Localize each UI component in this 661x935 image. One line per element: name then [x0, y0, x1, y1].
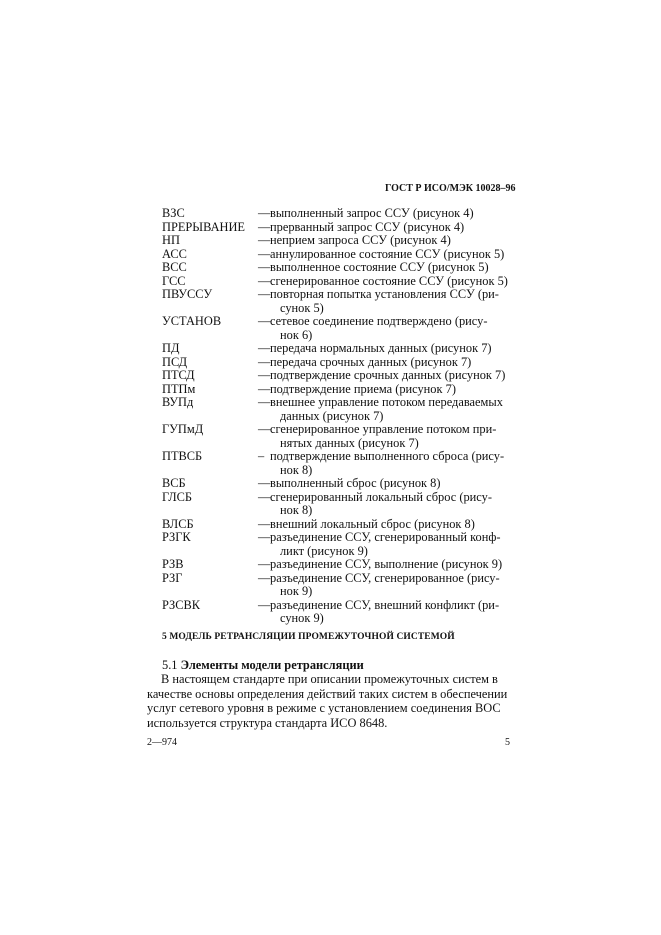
abbreviation-description	[270, 383, 517, 397]
paragraph-line: используется структура стандарта ИСО 8648.	[147, 715, 388, 730]
abbreviation-row	[162, 248, 517, 262]
abbreviation-code: ВСБ	[162, 476, 186, 490]
abbreviation-list	[162, 207, 517, 626]
abbreviation-dash: —	[258, 354, 271, 369]
abbreviation-row	[162, 383, 517, 397]
abbreviation-dash: —	[258, 246, 271, 261]
abbreviation-code: ПТПм	[162, 381, 196, 396]
subsection-number: 5.1	[162, 658, 178, 672]
abbreviation-row	[162, 342, 517, 356]
subsection-heading	[162, 658, 364, 673]
abbreviation-code: РЗГК	[162, 530, 191, 544]
description-line: прерванный запрос ССУ (рисунок 4)	[270, 219, 465, 234]
footer-signature: 2—974	[147, 737, 177, 748]
description-line: сунок 5)	[280, 300, 324, 315]
abbreviation-code: ПВУССУ	[162, 287, 213, 301]
abbreviation-dash: —	[258, 489, 271, 504]
body-paragraph	[147, 672, 517, 730]
abbreviation-dash: —	[258, 516, 271, 531]
description-line: подтверждение выполненного сброса (рису-	[270, 449, 505, 463]
abbreviation-row	[162, 288, 517, 315]
abbreviation-description	[270, 261, 517, 275]
description-line: нок 6)	[280, 327, 313, 342]
abbreviation-description	[270, 275, 517, 289]
description-line: нок 9)	[280, 584, 313, 598]
abbreviation-description	[270, 572, 517, 599]
description-line: разъединение ССУ, сгенерированный конф-	[270, 530, 501, 544]
abbreviation-description	[270, 599, 517, 626]
abbreviation-dash: —	[258, 233, 271, 247]
description-line: внешний локальный сброс (рисунок 8)	[270, 516, 475, 531]
abbreviation-dash: —	[258, 570, 271, 585]
abbreviation-dash: —	[258, 219, 271, 234]
subsection-title: Элементы модели ретрансляции	[180, 658, 364, 672]
description-line: данных (рисунок 7)	[280, 408, 384, 423]
abbreviation-dash: —	[258, 422, 271, 436]
description-line: повторная попытка установления ССУ (ри-	[270, 287, 499, 301]
abbreviation-description	[270, 207, 517, 221]
description-line: разъединение ССУ, выполнение (рисунок 9)	[270, 557, 503, 571]
description-line: сунок 9)	[280, 611, 324, 625]
abbreviation-dash: —	[258, 395, 271, 409]
description-line: выполненное состояние ССУ (рисунок 5)	[270, 260, 489, 274]
paragraph-line: качестве основы определения действий таких систем в обеспечении	[147, 686, 508, 701]
description-line: нок 8)	[280, 503, 313, 517]
abbreviation-code: ВСС	[162, 260, 187, 274]
description-line: подтверждение срочных данных (рисунок 7)	[270, 368, 506, 382]
abbreviation-code: ГСС	[162, 273, 186, 288]
abbreviation-description	[270, 221, 517, 235]
description-line: сетевое соединение подтверждено (рису-	[270, 314, 488, 328]
abbreviation-row	[162, 477, 517, 491]
abbreviation-dash: —	[258, 381, 271, 396]
abbreviation-description	[270, 315, 517, 342]
description-line: передача нормальных данных (рисунок 7)	[270, 341, 492, 355]
abbreviation-dash: —	[258, 206, 271, 220]
description-line: разъединение ССУ, внешний конфликт (ри-	[270, 597, 500, 612]
abbreviation-dash: —	[258, 476, 271, 490]
abbreviation-code: ВУПд	[162, 395, 194, 409]
abbreviation-row	[162, 261, 517, 275]
abbreviation-row	[162, 531, 517, 558]
section-heading: 5 МОДЕЛЬ РЕТРАНСЛЯЦИИ ПРОМЕЖУТОЧНОЙ СИСТЕМОЙ	[162, 632, 455, 642]
description-line: передача срочных данных (рисунок 7)	[270, 354, 472, 369]
page-number: 5	[505, 737, 510, 748]
abbreviation-code: ГЛСБ	[162, 489, 193, 504]
description-line: разъединение ССУ, сгенерированное (рису-	[270, 570, 500, 585]
description-line: сгенерированное состояние ССУ (рисунок 5)	[270, 273, 508, 288]
abbreviation-row	[162, 221, 517, 235]
abbreviation-code: РЗВ	[162, 557, 184, 571]
abbreviation-description	[270, 558, 517, 572]
document-header: ГОСТ Р ИСО/МЭК 10028–96	[385, 183, 516, 194]
abbreviation-code: ПСД	[162, 354, 188, 369]
abbreviation-dash: —	[258, 557, 271, 571]
abbreviation-dash: —	[258, 314, 271, 328]
abbreviation-description	[270, 531, 517, 558]
description-line: подтверждение приема (рисунок 7)	[270, 381, 456, 396]
abbreviation-row	[162, 396, 517, 423]
abbreviation-row	[162, 599, 517, 626]
abbreviation-row	[162, 558, 517, 572]
abbreviation-code: ПРЕРЫВАНИЕ	[162, 219, 246, 234]
abbreviation-row	[162, 369, 517, 383]
abbreviation-description	[270, 342, 517, 356]
abbreviation-code: ВЛСБ	[162, 516, 194, 531]
description-line: выполненный запрос ССУ (рисунок 4)	[270, 206, 474, 220]
description-line: выполненный сброс (рисунок 8)	[270, 476, 441, 490]
description-line: неприем запроса ССУ (рисунок 4)	[270, 233, 451, 247]
abbreviation-row	[162, 518, 517, 532]
abbreviation-code: НП	[162, 233, 180, 247]
abbreviation-description	[270, 491, 517, 518]
description-line: сгенерированный локальный сброс (рису-	[270, 489, 492, 504]
abbreviation-dash: —	[258, 273, 271, 288]
abbreviation-code: РЗГ	[162, 570, 183, 585]
abbreviation-code: УСТАНОВ	[162, 314, 222, 328]
description-line: нятых данных (рисунок 7)	[280, 435, 419, 450]
abbreviation-description	[270, 234, 517, 248]
abbreviation-row	[162, 423, 517, 450]
abbreviation-row	[162, 356, 517, 370]
abbreviation-dash: —	[258, 597, 271, 612]
paragraph-line: В настоящем стандарте при описании промежуточных систем в	[161, 672, 498, 686]
abbreviation-row	[162, 450, 517, 477]
abbreviation-code: ПД	[162, 341, 180, 355]
abbreviation-description	[270, 356, 517, 370]
abbreviation-code: РЗСВК	[162, 597, 201, 612]
abbreviation-description	[270, 450, 517, 477]
abbreviation-description	[270, 477, 517, 491]
abbreviation-code: ГУПмД	[162, 422, 204, 436]
abbreviation-description	[270, 369, 517, 383]
description-line: сгенерированное управление потоком при-	[270, 422, 497, 436]
abbreviation-row	[162, 234, 517, 248]
description-line: нок 8)	[280, 462, 313, 477]
abbreviation-dash: —	[258, 260, 271, 274]
abbreviation-code: АСС	[162, 246, 187, 261]
paragraph-line: услуг сетевого уровня в режиме с установлением соединения ВОС	[147, 701, 501, 715]
description-line: аннулированное состояние ССУ (рисунок 5)	[270, 246, 505, 261]
description-line: внешнее управление потоком передаваемых	[270, 395, 503, 409]
abbreviation-dash: —	[258, 341, 271, 355]
abbreviation-description	[270, 288, 517, 315]
abbreviation-code: ПТВСБ	[162, 449, 203, 463]
abbreviation-row	[162, 207, 517, 221]
abbreviation-row	[162, 315, 517, 342]
description-line: ликт (рисунок 9)	[280, 543, 368, 558]
abbreviation-dash: —	[258, 287, 271, 301]
abbreviation-dash: —	[258, 368, 271, 382]
abbreviation-dash: –	[258, 449, 265, 463]
abbreviation-row	[162, 572, 517, 599]
abbreviation-description	[270, 423, 517, 450]
abbreviation-description	[270, 518, 517, 532]
abbreviation-row	[162, 491, 517, 518]
abbreviation-dash: —	[258, 530, 271, 544]
abbreviation-row	[162, 275, 517, 289]
abbreviation-code: ПТСД	[162, 368, 195, 382]
abbreviation-description	[270, 248, 517, 262]
abbreviation-code: ВЗС	[162, 206, 185, 220]
abbreviation-description	[270, 396, 517, 423]
